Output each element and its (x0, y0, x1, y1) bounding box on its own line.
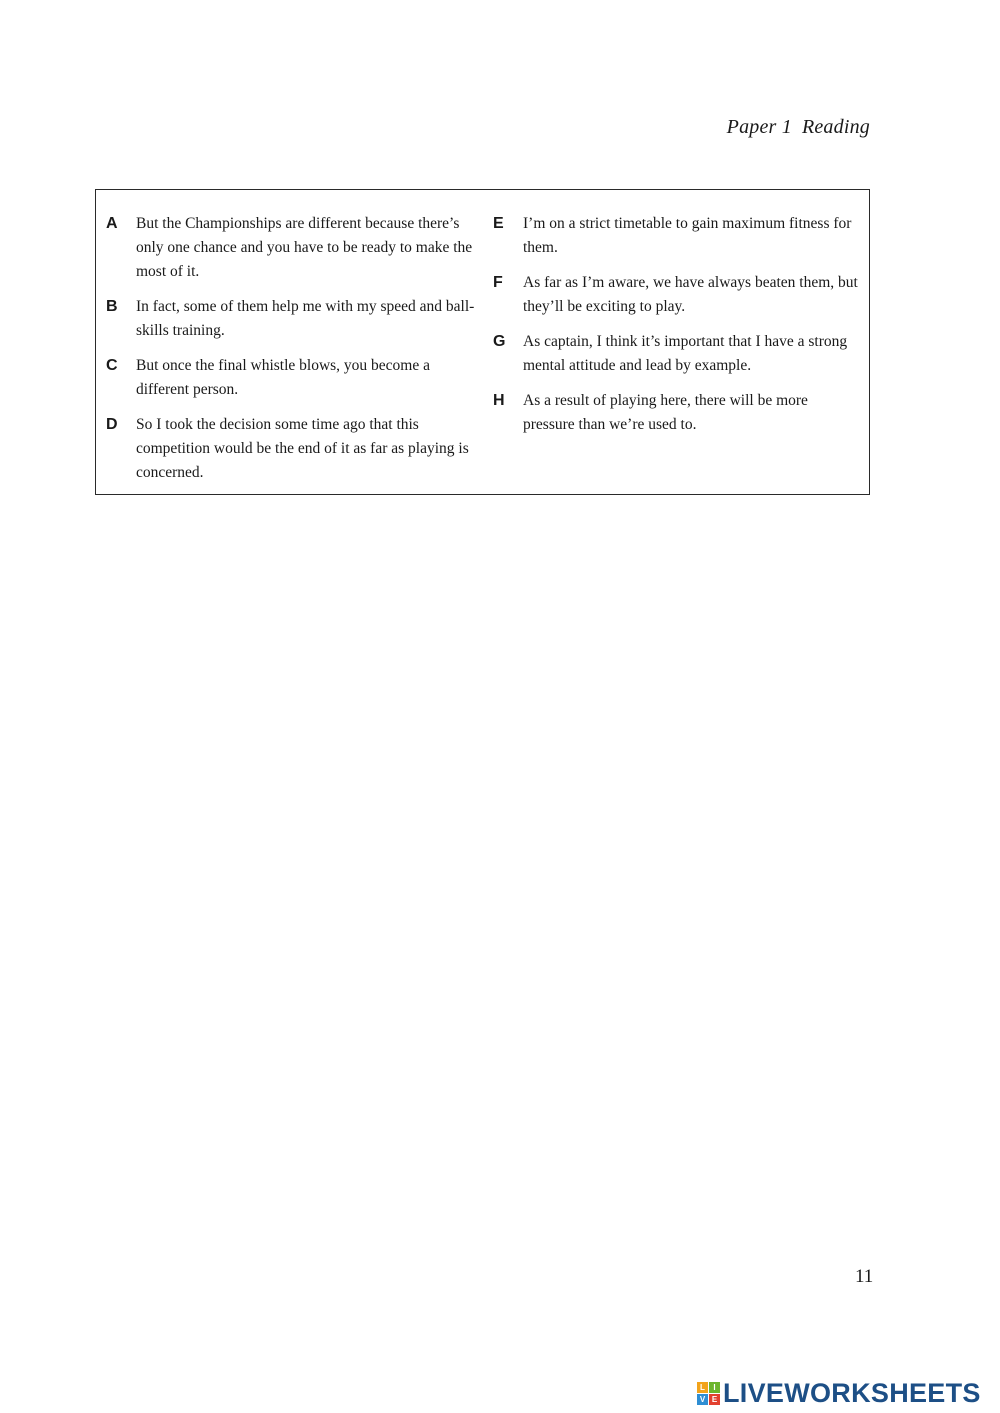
page-number: 11 (855, 1266, 874, 1287)
option-g[interactable] (493, 330, 863, 378)
option-text: In fact, some of them help me with my speed and ball-skills training. (136, 298, 475, 339)
option-text: I’m on a strict timetable to gain maximum fitness for them. (523, 215, 852, 256)
section-label: Reading (801, 116, 870, 138)
logo-icon-letter: I (709, 1382, 720, 1393)
options-column-left (106, 212, 476, 496)
option-letter: H (493, 392, 505, 409)
option-letter: G (493, 333, 506, 350)
option-b[interactable] (106, 295, 476, 343)
page-header (727, 116, 870, 139)
option-d[interactable] (106, 413, 476, 485)
liveworksheets-logo-text: LIVEWORKSHEETS (723, 1377, 981, 1408)
option-text: As far as I’m aware, we have always beaten them, but they’ll be exciting to play. (523, 274, 858, 315)
option-h[interactable] (493, 389, 863, 437)
option-a[interactable] (106, 212, 476, 284)
options-column-right (493, 212, 863, 448)
option-text: So I took the decision some time ago that this competition would be the end of it as far as playing is concerned. (136, 416, 469, 481)
option-f[interactable] (493, 271, 863, 319)
liveworksheets-logo[interactable] (697, 1379, 981, 1407)
option-letter: B (106, 298, 118, 315)
paper-label: Paper 1 (726, 116, 792, 138)
option-letter: C (106, 357, 118, 374)
logo-icon-letter: E (709, 1394, 720, 1405)
option-text: As captain, I think it’s important that I have a strong mental attitude and lead by example. (523, 333, 848, 374)
option-e[interactable] (493, 212, 863, 260)
option-text: But the Championships are different because there’s only one chance and you have to be ready to make the most of it. (136, 215, 473, 280)
option-letter: F (493, 274, 503, 291)
liveworksheets-logo-icon (697, 1382, 720, 1405)
logo-icon-letter: L (697, 1382, 708, 1393)
option-letter: D (106, 416, 118, 433)
option-text: But once the final whistle blows, you become a different person. (136, 357, 431, 398)
option-text: As a result of playing here, there will be more pressure than we’re used to. (523, 392, 808, 433)
options-box (95, 189, 870, 495)
option-letter: A (106, 215, 118, 232)
logo-icon-letter: V (697, 1394, 708, 1405)
option-letter: E (493, 215, 504, 232)
option-c[interactable] (106, 354, 476, 402)
